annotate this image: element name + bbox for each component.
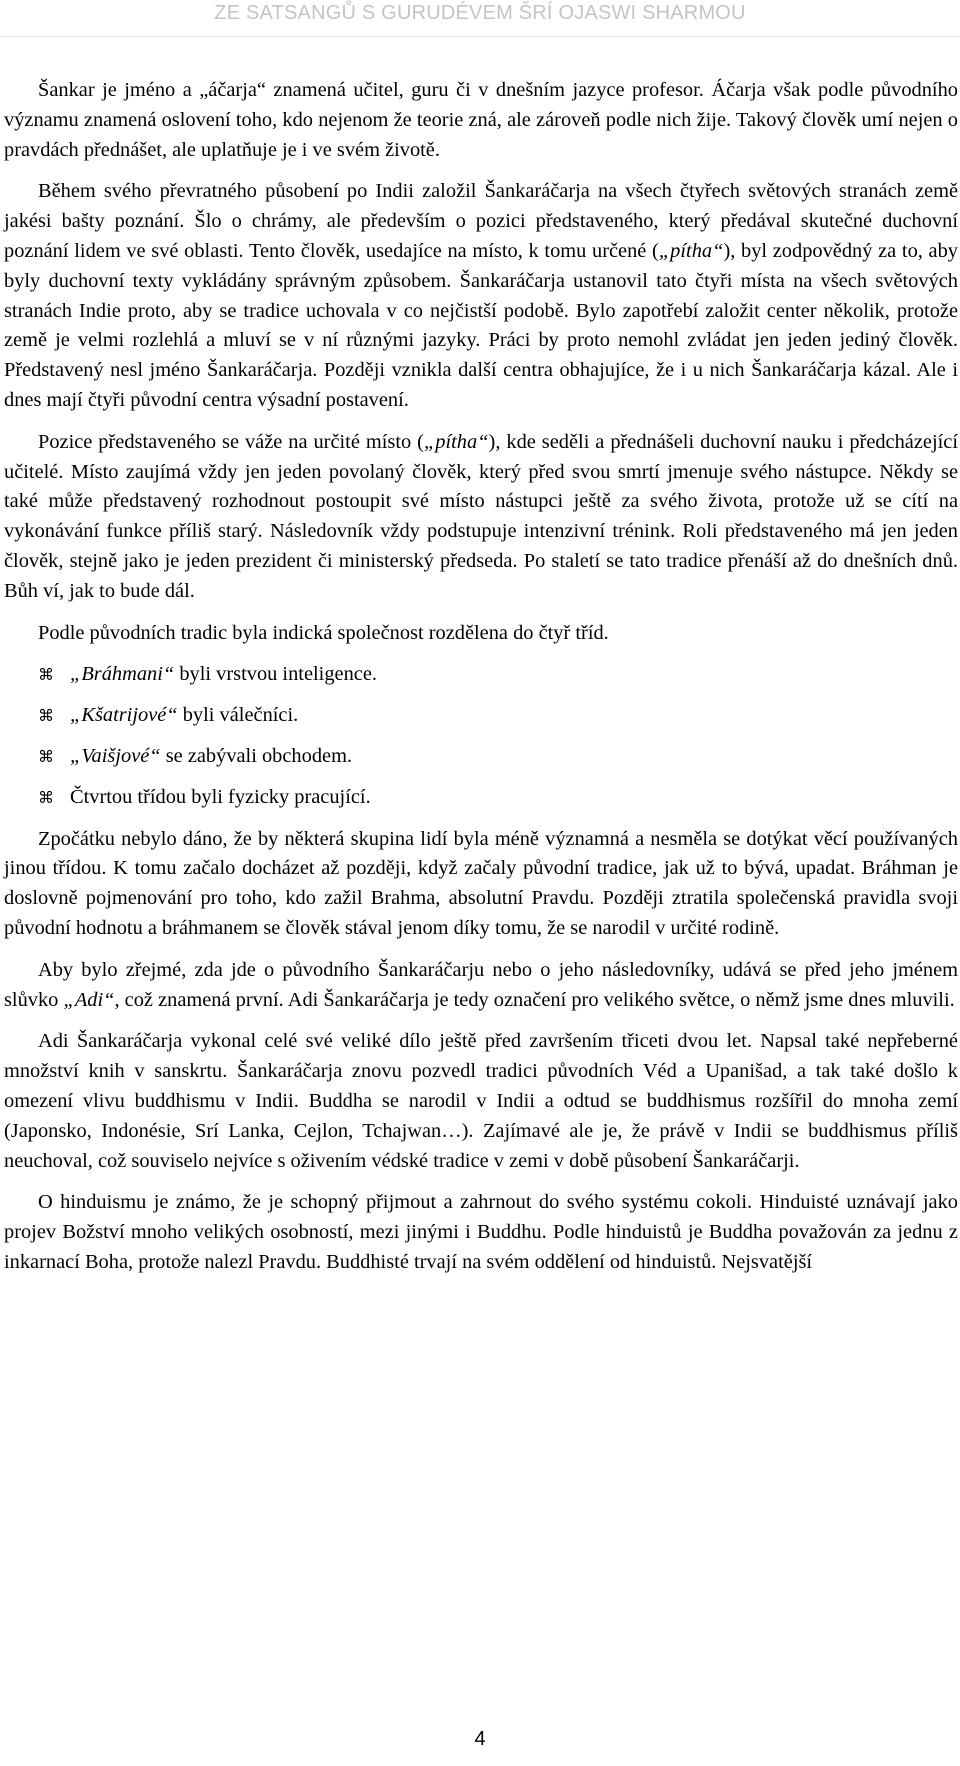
page-body — [4, 76, 958, 1290]
caste-term: „Bráhmani“ — [70, 663, 175, 686]
paragraph-superior-position — [4, 428, 958, 607]
paragraph-acarja-meaning: Šankar je jméno a „áčarja“ znamená učitel, guru či v dnešním jazyce profesor. Áčarja však podle původního významu znamená oslovení toho, kdo nejenom že teorie zná, ale zároveň podle nich žije. Takový člověk umí nejen o pravdách přednášet, ale uplatňuje je i ve svém životě. — [4, 79, 958, 161]
paragraph-class-origins: Zpočátku nebylo dáno, že by některá skupina lidí byla méně významná a nesměla se dotýkat věcí používaných jinou třídou. K tomu začalo docházet až později, když začaly původní tradice, jak už to bývá, upadat. Bráhman je doslovně pojmenování pro toho, kdo zažil Brahma, absolutní Pravdu. Později ztratila společenská pravidla svoji původní hodnotu a bráhmanem se člověk stával jenom díky tomu, že se narodil v určité rodině. — [4, 827, 958, 939]
term-adi: „Adi“ — [63, 988, 115, 1011]
caste-description: byli vrstvou inteligence. — [174, 663, 377, 686]
header-divider — [0, 36, 960, 37]
paragraph-text: , což znamená první. Adi Šankaráčarja je tedy označení pro velikého světce, o němž jsme dnes mluvili. — [114, 988, 955, 1011]
paragraph-text: Během svého převratného působení po Indii založil Šankaráčarja na všech čtyřech světových stranách země jakési bašty poznání. Šlo o chrámy, ale především o pozici představeného, který předával skutečné duchovní poznání lidem ve své oblasti. Tento člověk, usedajíce na místo, k tomu určené ( — [4, 180, 958, 262]
paragraph-text: ), byl zodpovědný za to, aby byly duchovní texty vykládány správným způsobem. Šankaráčarja ustanovil tato čtyři místa na všech světových stranách Indie proto, aby se tradice uchovala v co nejčistší podobě. Bylo zapotřebí založit center několik, protože země je velmi rozlehlá a mluví se v ní různými jazyky. Práci by proto nemohl zvládat jen jeden jediný člověk. Představený nesl jméno Šankaráčarja. Později vznikla další centra obhajujíce, že i u nich Šankaráčarja kázal. Ale i dnes mají čtyři původní centra výsadní postavení. — [4, 239, 958, 411]
list-item — [4, 660, 958, 690]
list-item — [4, 701, 958, 731]
paragraph-text: Pozice představeného se váže na určité místo ( — [38, 430, 424, 453]
paragraph-adi-meaning — [4, 956, 958, 1016]
command-bullet-icon: ⌘ — [38, 706, 54, 726]
paragraph-four-centers — [4, 177, 958, 415]
list-item — [4, 783, 958, 813]
paragraph-text: Aby bylo zřejmé, zda jde o původního Šankaráčarju nebo o jeho následovníky, udává se před jeho jménem slůvko — [4, 958, 958, 1011]
paragraph-four-classes-intro: Podle původních tradic byla indická společnost rozdělena do čtyř tříd. — [38, 621, 609, 644]
running-header: ZE SATSANGŮ S GURUDÉVEM ŠRÍ OJASWI SHARMOU — [214, 2, 746, 24]
caste-description: byli válečníci. — [177, 704, 299, 727]
term-pitha: „pítha“ — [423, 430, 489, 453]
caste-description: Čtvrtou třídou byli fyzicky pracující. — [70, 785, 371, 808]
command-bullet-icon: ⌘ — [38, 665, 54, 685]
paragraph-adi-work: Adi Šankaráčarja vykonal celé své veliké dílo ještě před završením třiceti dvou let. Napsal také nepřeberné množství knih v sanskrtu. Šankaráčarja znovu pozvedl tradici původních Véd a Upanišad, a tak také došlo k omezení vlivu buddhismu v Indii. Buddha se narodil v Indii a odtud se buddhismus rozšířil do mnoha zemí (Japonsko, Indonésie, Srí Lanka, Cejlon, Tchajwan…). Zajímavé ale je, že právě v Indii se buddhismus příliš neuchoval, což souviselo nejvíce s oživením védské tradice v zemi v době působení Šankaráčarji. — [4, 1030, 958, 1172]
paragraph-hinduism: O hinduismu je známo, že je schopný přijmout a zahrnout do svého systému cokoli. Hinduisté uznávají jako projev Božství mnoho velikých osobností, mezi jinými i Buddhu. Podle hinduistů je Buddha považován za jednu z inkarnací Boha, protože nalezl Pravdu. Buddhisté trvají na svém oddělení od hinduistů. Nejsvatější — [4, 1191, 958, 1273]
list-item — [4, 742, 958, 772]
term-pitha: „pítha“ — [658, 239, 724, 262]
command-bullet-icon: ⌘ — [38, 746, 54, 766]
caste-term: „Kšatrijové“ — [70, 704, 178, 727]
caste-term: „Vaišjové“ — [70, 744, 161, 767]
caste-list — [4, 660, 958, 812]
page-number: 4 — [474, 1728, 486, 1750]
paragraph-text: ), kde seděli a přednášeli duchovní nauku i předcházející učitelé. Místo zaujímá vždy jen jeden povolaný člověk, který před svou smrtí jmenuje svého nástupce. Někdy se také může představený rozhodnout postoupit své místo nástupci ještě za svého života, protože už se cítí na vykonávání funkce příliš starý. Následovník vždy podstupuje intenzivní trénink. Roli představeného má jen jeden člověk, stejně jako je jeden prezident či ministerský předseda. Po staletí se tato tradice přenáší až do dnešních dnů. Bůh ví, jak to bude dál. — [4, 430, 959, 602]
caste-description: se zabývali obchodem. — [160, 744, 353, 767]
command-bullet-icon: ⌘ — [38, 787, 54, 807]
